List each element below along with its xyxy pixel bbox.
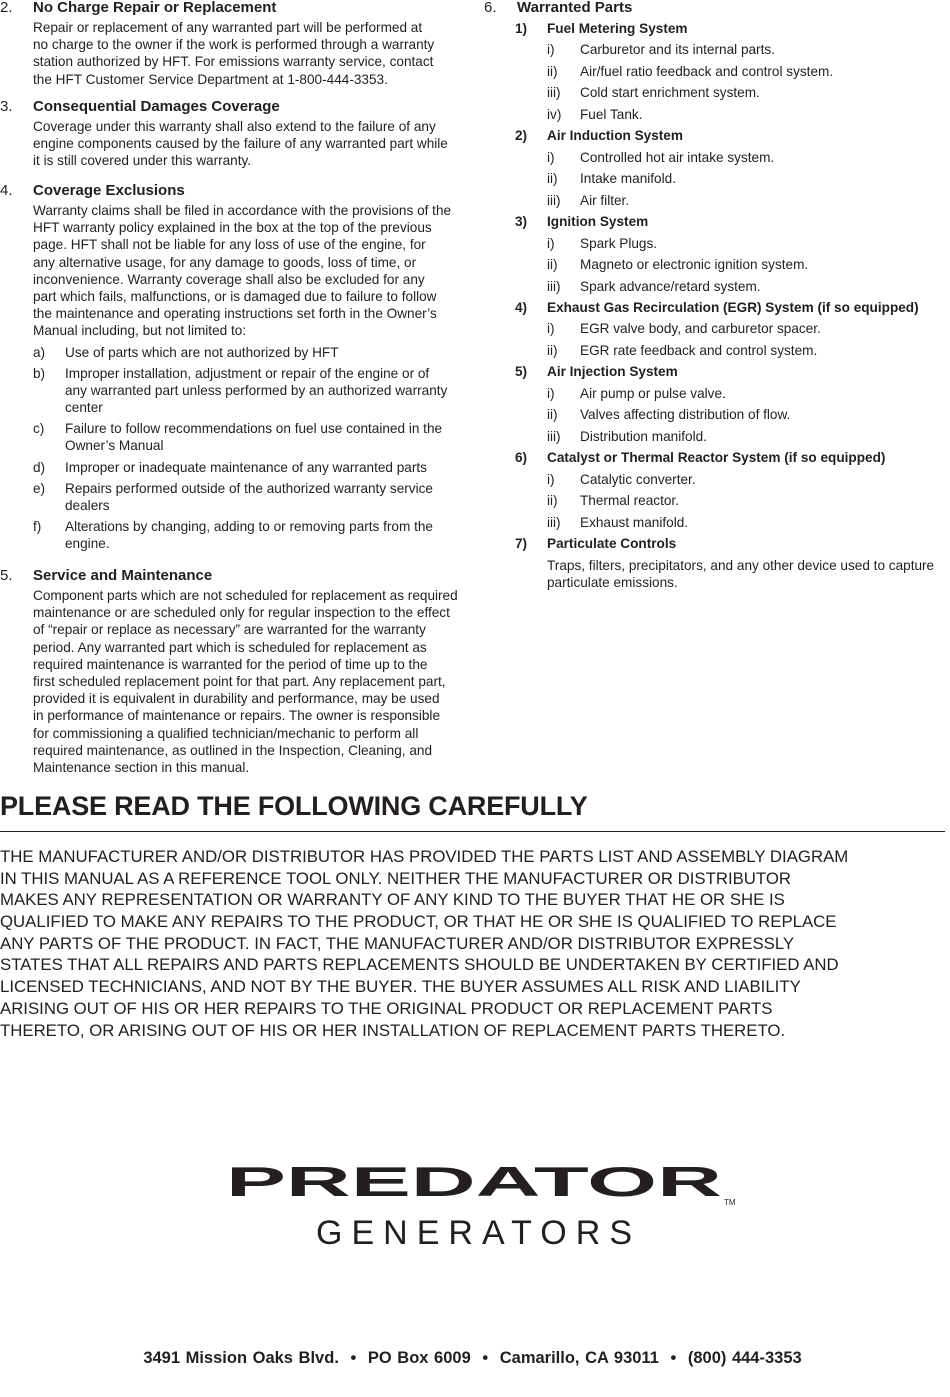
text-line: inconvenience. Warranty coverage shall also be excluded for any xyxy=(33,271,425,287)
item-marker: iii) xyxy=(547,514,561,530)
list-marker: e) xyxy=(33,480,46,496)
item-marker: i) xyxy=(547,385,555,401)
text-line: the HFT Customer Service Department at 1-800-444-3353. xyxy=(33,71,388,87)
text-line: Manual including, but not limited to: xyxy=(33,323,247,339)
part-item xyxy=(484,235,946,252)
parts-group-heading xyxy=(484,20,946,37)
section-paragraph xyxy=(33,202,462,340)
text-line: HFT warranty policy explained in the box at the top of the previous xyxy=(33,220,432,236)
part-item xyxy=(484,149,946,166)
item-marker: iv) xyxy=(547,106,562,122)
section-number: 2. xyxy=(0,0,13,16)
exclusion-item xyxy=(0,518,462,552)
parts-group-heading xyxy=(484,299,946,316)
item-text: Air filter. xyxy=(580,192,630,208)
text-line: Repair or replacement of any warranted part will be performed at xyxy=(33,20,423,35)
item-marker: iii) xyxy=(547,428,561,444)
text-line: it is still covered under this warranty. xyxy=(33,153,252,169)
part-item xyxy=(484,342,946,359)
item-marker: i) xyxy=(547,321,555,337)
parts-group-heading xyxy=(484,449,946,466)
section-title: Consequential Damages Coverage xyxy=(33,98,280,115)
text-line: required maintenance is warranted for the period of time up to the xyxy=(33,656,428,672)
text-line: engine. xyxy=(65,536,110,552)
part-item xyxy=(484,256,946,273)
section-heading xyxy=(0,181,462,200)
logo-subtitle: GENERATORS xyxy=(316,1214,632,1252)
text-line: Use of parts which are not authorized by HFT xyxy=(65,344,339,360)
text-line: provided it is equivalent in durability and performance, may be used xyxy=(33,691,440,707)
item-text: Controlled hot air intake system. xyxy=(580,149,775,165)
item-text: EGR rate feedback and control system. xyxy=(580,342,818,358)
parts-group-heading xyxy=(484,363,946,380)
part-item xyxy=(484,514,946,531)
list-marker: d) xyxy=(33,459,46,475)
footer-separator: • xyxy=(350,1349,357,1367)
item-marker: iii) xyxy=(547,278,561,294)
group-marker: 6) xyxy=(515,450,528,466)
part-item xyxy=(484,63,946,80)
exclusion-item xyxy=(0,480,462,514)
item-text: Exhaust manifold. xyxy=(580,514,689,530)
section-heading xyxy=(0,566,462,585)
group-title: Fuel Metering System xyxy=(547,21,688,36)
item-text: Carburetor and its internal parts. xyxy=(580,42,775,58)
text-line: IN THIS MANUAL AS A REFERENCE TOOL ONLY. NEITHER THE MANUFACTURER OR DISTRIBUTOR xyxy=(0,868,792,888)
group-title: Exhaust Gas Recirculation (EGR) System (if so equipped) xyxy=(547,300,919,315)
item-marker: ii) xyxy=(547,493,558,509)
section-number: 6. xyxy=(484,0,497,16)
section-heading xyxy=(0,0,462,17)
text-line: Coverage under this warranty shall also extend to the failure of any xyxy=(33,119,436,134)
list-marker: b) xyxy=(33,365,46,381)
text-line: THE MANUFACTURER AND/OR DISTRIBUTOR HAS PROVIDED THE PARTS LIST AND ASSEMBLY DIAGRAM xyxy=(0,847,849,866)
footer-city: Camarillo, CA 93011 xyxy=(499,1349,659,1367)
group-marker: 5) xyxy=(515,364,528,380)
list-marker: f) xyxy=(33,519,42,535)
item-marker: ii) xyxy=(547,63,558,79)
item-text: Distribution manifold. xyxy=(580,428,707,444)
section-paragraph xyxy=(33,587,462,776)
text-line: in performance of maintenance or repairs. The owner is responsible xyxy=(33,708,441,724)
text-line: dealers xyxy=(65,498,110,513)
item-text: EGR valve body, and carburetor spacer. xyxy=(580,321,821,337)
parts-group-heading xyxy=(484,535,946,552)
parts-group-heading xyxy=(484,127,946,144)
exclusion-item xyxy=(0,365,462,417)
exclusion-item xyxy=(0,344,462,361)
item-text: Valves affecting distribution of flow. xyxy=(580,407,791,423)
item-text: Fuel Tank. xyxy=(580,106,643,122)
footer-po-box: PO Box 6009 xyxy=(367,1349,471,1367)
text-line: particulate emissions. xyxy=(547,575,678,590)
part-item xyxy=(484,492,946,509)
footer-phone: (800) 444-3353 xyxy=(687,1349,802,1367)
part-item xyxy=(484,84,946,101)
notice-block xyxy=(0,786,945,1041)
text-line: maintenance or are scheduled only for regular inspection to the effect xyxy=(33,605,450,621)
section-number: 4. xyxy=(0,182,13,199)
text-line: Alterations by changing, adding to or removing parts from the xyxy=(65,519,433,535)
item-text: Cold start enrichment system. xyxy=(580,85,760,101)
group-title: Air Induction System xyxy=(547,128,683,144)
section-paragraph xyxy=(33,118,462,170)
item-text: Intake manifold. xyxy=(580,171,676,187)
exclusion-item xyxy=(0,420,462,454)
part-item xyxy=(484,385,946,402)
text-line: first scheduled replacement point for that part. Any replacement part, xyxy=(33,673,446,689)
text-line: Warranty claims shall be filed in accordance with the provisions of the xyxy=(33,203,452,218)
notice-body xyxy=(0,846,945,1041)
section-title: Warranted Parts xyxy=(517,0,633,16)
group-marker: 1) xyxy=(515,21,528,36)
item-marker: ii) xyxy=(547,171,558,187)
text-line: STATES THAT ALL REPAIRS AND PARTS REPLACEMENTS SHOULD BE UNDERTAKEN BY CERTIFIED AND xyxy=(0,955,839,975)
section-2 xyxy=(0,0,462,88)
predator-generators-logo xyxy=(224,1160,744,1260)
group-marker: 7) xyxy=(515,536,528,552)
text-line: part which fails, malfunctions, or is damaged due to failure to follow xyxy=(33,288,437,304)
group-title: Particulate Controls xyxy=(547,536,677,552)
part-item xyxy=(484,406,946,423)
part-item xyxy=(484,278,946,295)
text-line: Maintenance section in this manual. xyxy=(33,759,250,775)
footer-contact xyxy=(0,1349,945,1368)
section-5 xyxy=(0,566,462,776)
section-heading xyxy=(0,97,462,116)
item-marker: ii) xyxy=(547,407,558,423)
text-line: QUALIFIED TO MAKE ANY REPAIRS TO THE PRODUCT, OR THAT HE OR SHE IS QUALIFIED TO REPLACE xyxy=(0,912,837,932)
text-line: THERETO, OR ARISING OUT OF HIS OR HER INSTALLATION OF REPLACEMENT PARTS THERETO. xyxy=(0,1020,786,1040)
text-line: Owner’s Manual xyxy=(65,438,164,454)
logo-trademark: TM xyxy=(724,1198,736,1207)
text-line: required maintenance, as outlined in the Inspection, Cleaning, and xyxy=(33,742,433,758)
text-line: any warranted part unless performed by an authorized warranty xyxy=(65,382,448,398)
item-text: Magneto or electronic ignition system. xyxy=(580,257,809,273)
group-marker: 2) xyxy=(515,128,528,144)
section-heading xyxy=(484,0,946,17)
list-marker: c) xyxy=(33,421,45,437)
part-item xyxy=(484,170,946,187)
group-paragraph xyxy=(547,557,946,591)
logo-brand-text: PREDATOR xyxy=(226,1160,722,1206)
section-title: No Charge Repair or Replacement xyxy=(33,0,277,16)
text-line: ARISING OUT OF HIS OR HER REPAIRS TO THE ORIGINAL PRODUCT OR REPLACEMENT PARTS xyxy=(0,998,773,1018)
item-marker: i) xyxy=(547,235,555,251)
part-item xyxy=(484,106,946,123)
text-line: LICENSED TECHNICIANS, AND NOT BY THE BUYER. THE BUYER ASSUMES ALL RISK AND LIABILITY xyxy=(0,977,801,997)
group-title: Catalyst or Thermal Reactor System (if so equipped) xyxy=(547,450,886,466)
item-text: Thermal reactor. xyxy=(580,493,679,509)
item-text: Air/fuel ratio feedback and control system. xyxy=(580,63,834,79)
text-line: Component parts which are not scheduled for replacement as required xyxy=(33,588,458,603)
group-title: Ignition System xyxy=(547,214,649,230)
group-title: Air Injection System xyxy=(547,364,678,380)
exclusion-item xyxy=(0,459,462,476)
text-line: Improper installation, adjustment or repair of the engine or of xyxy=(65,365,430,381)
text-line: MAKES ANY REPRESENTATION OR WARRANTY OF ANY KIND TO THE BUYER THAT HE OR SHE IS xyxy=(0,890,785,910)
text-line: Improper or inadequate maintenance of any warranted parts xyxy=(65,459,427,475)
text-line: station authorized by HFT. For emissions warranty service, contact xyxy=(33,54,434,70)
section-3 xyxy=(0,97,462,170)
section-number: 5. xyxy=(0,567,13,584)
item-marker: i) xyxy=(547,42,555,58)
section-number: 3. xyxy=(0,98,13,115)
footer-separator: • xyxy=(482,1349,489,1367)
text-line: center xyxy=(65,400,103,416)
item-text: Spark Plugs. xyxy=(580,235,658,251)
item-marker: i) xyxy=(547,149,555,165)
text-line: no charge to the owner if the work is performed through a warranty xyxy=(33,37,435,53)
section-title: Coverage Exclusions xyxy=(33,182,185,199)
footer-separator: • xyxy=(670,1349,677,1367)
part-item xyxy=(484,41,946,58)
text-line: Repairs performed outside of the authorized warranty service xyxy=(65,480,433,496)
item-marker: iii) xyxy=(547,85,561,101)
item-text: Air pump or pulse valve. xyxy=(580,385,726,401)
item-text: Catalytic converter. xyxy=(580,471,696,487)
text-line: for commissioning a qualified technician/mechanic to perform all xyxy=(33,725,419,741)
footer-address: 3491 Mission Oaks Blvd. xyxy=(143,1349,339,1367)
text-line: of “repair or replace as necessary” are warranted for the warranty xyxy=(33,622,426,638)
text-line: ANY PARTS OF THE PRODUCT. IN FACT, THE MANUFACTURER AND/OR DISTRIBUTOR EXPRESSLY xyxy=(0,933,795,953)
text-line: period. Any warranted part which is scheduled for replacement as xyxy=(33,639,427,655)
section-4 xyxy=(0,181,462,553)
item-marker: ii) xyxy=(547,342,558,358)
part-item xyxy=(484,471,946,488)
list-marker: a) xyxy=(33,344,46,360)
part-item xyxy=(484,320,946,337)
section-paragraph xyxy=(33,19,462,88)
text-line: page. HFT shall not be liable for any loss of use of the engine, for xyxy=(33,237,426,253)
item-marker: iii) xyxy=(547,192,561,208)
text-line: Traps, filters, precipitators, and any other device used to capture xyxy=(547,557,935,573)
group-marker: 3) xyxy=(515,214,528,230)
parts-group-heading xyxy=(484,213,946,230)
text-line: any alternative usage, for any damage to goods, loss of time, or xyxy=(33,254,417,270)
part-item xyxy=(484,192,946,209)
text-line: the maintenance and operating instructions set forth in the Owner’s xyxy=(33,306,437,322)
section-title: Service and Maintenance xyxy=(33,567,213,584)
group-marker: 4) xyxy=(515,300,528,315)
part-item xyxy=(484,428,946,445)
item-marker: i) xyxy=(547,471,555,487)
item-text: Spark advance/retard system. xyxy=(580,278,761,294)
divider xyxy=(0,831,945,832)
item-marker: ii) xyxy=(547,257,558,273)
warranted-parts-list xyxy=(484,19,946,591)
notice-title: PLEASE READ THE FOLLOWING CAREFULLY xyxy=(0,791,588,821)
text-line: Failure to follow recommendations on fuel use contained in the xyxy=(65,421,443,437)
text-line: engine components caused by the failure of any warranted part while xyxy=(33,136,448,152)
